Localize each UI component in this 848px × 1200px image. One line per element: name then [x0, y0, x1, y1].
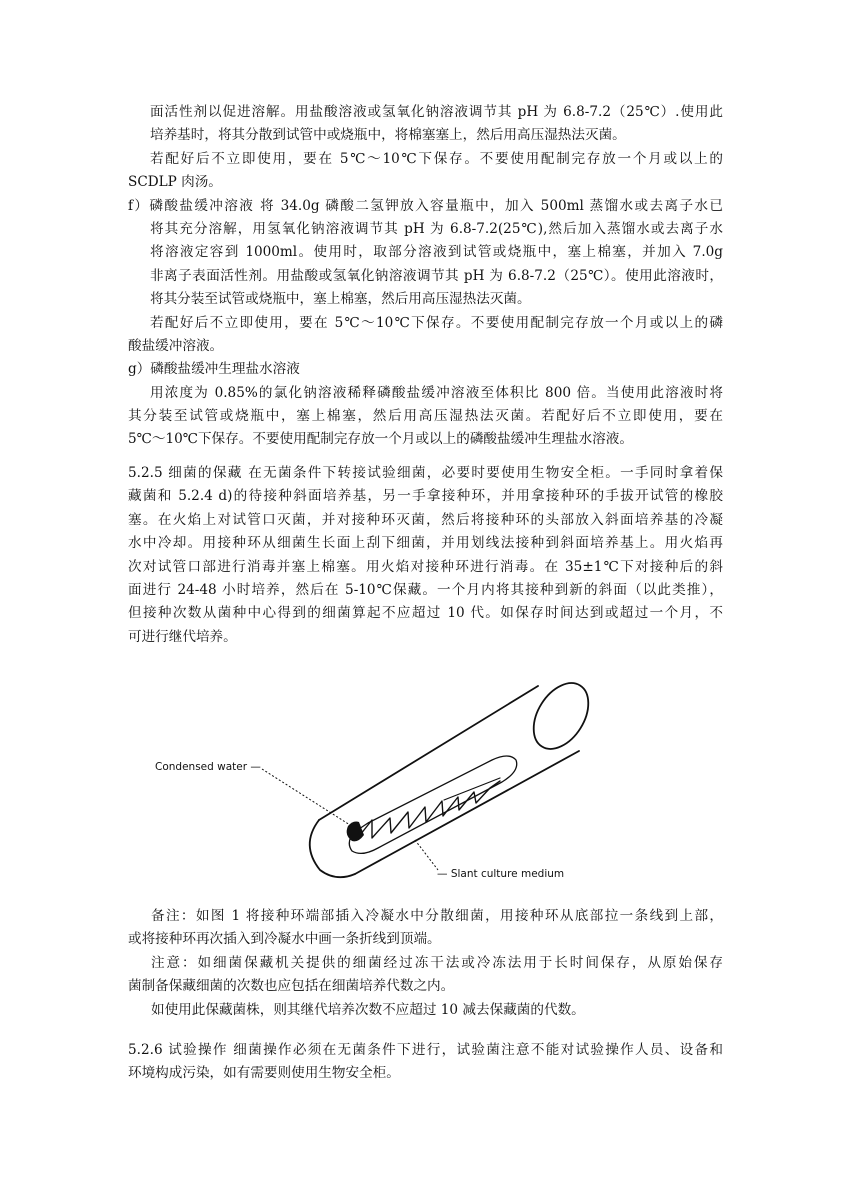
text-line: 若配好后不立即使用，要在 5℃～10℃下保存。不要使用配制完存放一个月或以上的 [150, 150, 723, 167]
text-line: 注意：如细菌保藏机关提供的细菌经过冻干法或冷冻法用于长时间保存，从原始保存 [151, 954, 723, 971]
text-line: 将其分装至试管或烧瓶中，塞上棉塞，然后用高压湿热法灭菌。 [150, 291, 531, 308]
condensed-water-blob [347, 822, 364, 842]
section-5-2-6 [128, 1039, 723, 1086]
text-line: 酸盐缓冲溶液。 [128, 337, 224, 354]
section-media-preparation [128, 101, 723, 452]
text-line: 5.2.6 试验操作 细菌操作必须在无菌条件下进行，试验菌注意不能对试验操作人员、设备和 [128, 1042, 723, 1058]
text-line: 将溶液定容到 1000ml。使用时，取部分溶液到试管或烧瓶中，塞上棉塞，并加入 7.0g [150, 244, 723, 261]
text-line: 次对试管口部进行消毒并塞上棉塞。用火焰对接种环进行消毒。在 35±1℃下对接种后的斜 [128, 558, 723, 575]
text-line: 水中冷却。用接种环从细菌生长面上刮下细菌，并用划线法接种到斜面培养基上。用火焰再 [128, 535, 723, 552]
text-line: 塞。在火焰上对试管口灭菌，并对接种环灭菌，然后将接种环的头部放入斜面培养基的冷凝 [128, 511, 723, 528]
slant-medium-leader [415, 840, 438, 870]
text-line: 藏菌和 5.2.4 d)的待接种斜面培养基，另一手拿接种环，并用拿接种环的手拔开试管的橡胶 [128, 488, 723, 505]
section-5-2-5 [128, 462, 723, 649]
text-line: SCDLP 肉汤。 [128, 174, 222, 191]
condensed-water-leader [262, 769, 350, 825]
text-line: 面进行 24-48 小时培养，然后在 5-10℃保藏。一个月内将其接种到新的斜面（以此类推）， [128, 581, 723, 598]
text-line: 培养基时，将其分散到试管中或烧瓶中，将棉塞塞上，然后用高压湿热法灭菌。 [150, 127, 626, 144]
text-line: 但接种次数从菌种中心得到的细菌算起不应超过 10 代。如保存时间达到或超过一个月，不 [128, 605, 723, 622]
label-condensed-water: Condensed water — [155, 761, 261, 773]
text-line: 将其充分溶解，用氢氧化钠溶液调节其 pH 为 6.8-7.2(25℃),然后加入蒸馏水或去离子水 [150, 220, 723, 237]
text-line: 可进行继代培养。 [128, 628, 237, 645]
text-line: 环境构成污染，如有需要则使用生物安全柜。 [128, 1065, 400, 1082]
text-line: 其分装至试管或烧瓶中，塞上棉塞，然后用高压湿热法灭菌。若配好后不立即使用，要在 [128, 408, 723, 425]
text-line: 非离子表面活性剂。用盐酸或氢氧化钠溶液调节其 pH 为 6.8-7.2（25℃）。使用此溶液时， [150, 267, 723, 284]
text-line: 面活性剂以促进溶解。用盐酸溶液或氢氧化钠溶液调节其 pH 为 6.8-7.2（25℃）.使用此 [150, 104, 723, 120]
text-line: 菌制备保藏细菌的次数也应包括在细菌培养代数之内。 [128, 978, 455, 995]
label-slant-culture-medium: — Slant culture medium [437, 868, 565, 880]
text-line: f）磷酸盐缓冲溶液 将 34.0g 磷酸二氢钾放入容量瓶中，加入 500ml 蒸馏水或去离子水已 [128, 197, 723, 214]
text-line: g）磷酸盐缓冲生理盐水溶液 [128, 361, 300, 378]
test-tube-drawing [310, 673, 600, 877]
text-line: 5℃～10℃下保存。不要使用配制完存放一个月或以上的磷酸盐缓冲生理盐水溶液。 [128, 431, 633, 448]
section-notes [128, 905, 723, 1022]
text-line: 5.2.5 细菌的保藏 在无菌条件下转接试验细菌，必要时要使用生物安全柜。一手同时拿着保 [128, 465, 723, 481]
text-line: 用浓度为 0.85%的氯化钠溶液稀释磷酸盐缓冲溶液至体积比 800 倍。当使用此溶液时将 [150, 384, 723, 401]
slant-culture-figure [0, 660, 848, 920]
text-line: 备注：如图 1 将接种环端部插入冷凝水中分散细菌，用接种环从底部拉一条线到上部， [151, 908, 723, 924]
text-line: 如使用此保藏菌株，则其继代培养次数不应超过 10 减去保藏菌的代数。 [151, 1001, 585, 1018]
text-line: 若配好后不立即使用，要在 5℃～10℃下保存。不要使用配制完存放一个月或以上的磷 [150, 314, 723, 331]
text-line: 或将接种环再次插入到冷凝水中画一条折线到顶端。 [128, 931, 441, 948]
